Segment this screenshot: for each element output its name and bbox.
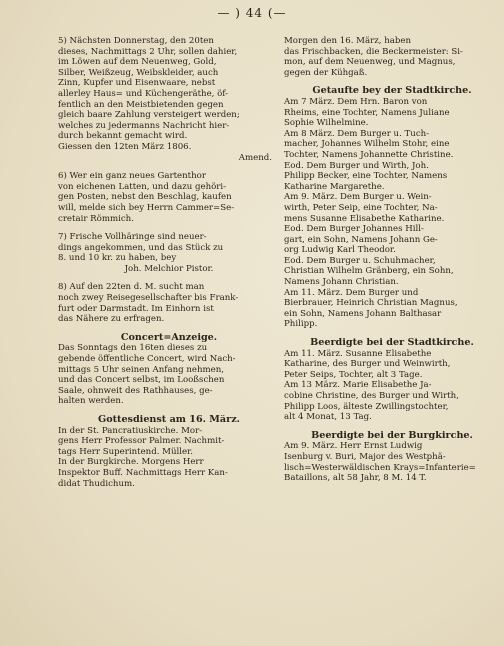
concert-line: mittags 5 Uhr seinen Anfang nehmen, [58, 364, 224, 375]
ad8-line: noch zwey Reisegesellschafter bis Frank- [58, 293, 239, 304]
ad8-line: das Nähere zu erfragen. [58, 314, 165, 325]
ad5-line: im Löwen auf dem Neuenweg, Gold, [58, 57, 217, 68]
baptized-line: Rheims, eine Tochter, Namens Juliane [284, 107, 450, 118]
buried-city-line: Katharine, des Burger und Weinwirth, [284, 359, 451, 370]
intro-line: mon, auf dem Neuenweg, und Magnus, [284, 57, 456, 68]
baptized-line: mens Susanne Elisabethe Katharine. [284, 213, 445, 224]
ad5-line: durch bekannt gemacht wird. [58, 131, 188, 142]
ad5-line: Giessen den 12ten März 1806. [58, 141, 192, 152]
baptized-line: Am 8 März. Dem Burger u. Tuch- [284, 128, 430, 139]
ad5-line: welches zu jedermanns Nachricht hier- [58, 120, 230, 131]
baptized-line: ein Sohn, Namens Johann Balthasar [284, 308, 442, 319]
ad7-signature: Joh. Melchior Pistor. [124, 263, 214, 274]
page-number: — ) 44 (— [217, 6, 287, 20]
baptized-line: Eod. Dem Burger u. Schuhmacher, [284, 255, 436, 266]
baptized-line: macher, Johannes Wilhelm Stohr, eine [284, 139, 450, 150]
ad5-line: fentlich an den Meistbietenden gegen [58, 99, 224, 110]
concert-line: Saale, ohnweit des Rathhauses, ge- [58, 385, 213, 396]
ad5-signature: Amend. [238, 152, 272, 163]
baptized-line: Christian Wilhelm Gränberg, ein Sohn, [284, 266, 454, 277]
ad6-line: will, melde sich bey Herrn Cammer=Se- [58, 202, 235, 213]
baptized-line: Katharine Margarethe. [284, 181, 385, 192]
baptized-line: Eod. Dem Burger und Wirth, Joh. [284, 160, 429, 171]
buried-castle-line: Bataillons, alt 58 Jahr, 8 M. 14 T. [284, 473, 427, 484]
buried-city-heading: Beerdigte bei der Stadtkirche. [310, 338, 474, 349]
service-heading: Gottesdienst am 16. März. [98, 415, 240, 425]
ad7-line: 7) Frische Vollhäringe sind neuer- [58, 232, 207, 243]
buried-city-line: alt 4 Monat, 13 Tag. [284, 412, 372, 423]
right-column [284, 36, 500, 492]
baptized-line: Philipp Becker, eine Tochter, Namens [284, 171, 448, 182]
baptized-line: Am 11. März. Dem Burger und [284, 287, 419, 298]
ad5-line: Zinn, Kupfer und Eisenwaare, nebst [58, 78, 216, 89]
ad6-line: von eichenen Latten, und dazu gehöri- [58, 181, 227, 192]
church-service-notice [58, 415, 280, 489]
ad6-line: cretair Römmich. [58, 213, 134, 224]
buried-city-line: Am 13 März. Marie Elisabethe Ja- [284, 380, 432, 391]
buried-castle-line: Am 9. März. Herr Ernst Ludwig [284, 441, 423, 452]
service-line: In der St. Pancratiuskirche. Mor- [58, 425, 203, 436]
baptized-line: Am 7 März. Dem Hrn. Baron von [284, 96, 428, 107]
buried-city-line: Am 11. März. Susanne Elisabethe [284, 348, 432, 359]
buried-castle-section [284, 431, 500, 484]
advertisement-8 [58, 282, 280, 324]
service-line: didat Thudichum. [58, 478, 135, 489]
advertisement-5 [58, 36, 280, 163]
buried-castle-line: Isenburg v. Buri, Major des Westphä- [284, 451, 446, 462]
baptized-line: Am 9. März. Dem Burger u. Wein- [284, 192, 432, 203]
buried-city-section [284, 338, 500, 423]
ad5-line: gleich baare Zahlung versteigert werden; [58, 110, 240, 121]
buried-city-line: cobine Christine, des Burger und Wirth, [284, 391, 459, 401]
ad8-line: 8) Auf den 22ten d. M. sucht man [58, 282, 205, 293]
concert-heading: Concert=Anzeige. [120, 332, 218, 343]
ad6-line: gen Posten, nebst den Beschlag, kaufen [58, 192, 232, 203]
ad6-line: 6) Wer ein ganz neues Gartenthor [58, 171, 206, 182]
service-line: gens Herr Professor Palmer. Nachmit- [58, 436, 225, 447]
concert-line: halten werden. [58, 396, 124, 407]
baptized-line: Tochter, Namens Johannette Christine. [284, 149, 454, 160]
baptized-line: org Ludwig Karl Theodor. [284, 245, 396, 256]
baking-notice [284, 36, 500, 78]
service-line: tags Herr Superintend. Müller. [58, 446, 193, 457]
ad7-line: dings angekommen, und das Stück zu [58, 242, 224, 253]
baptized-line: Sophie Wilhelmine. [284, 118, 369, 129]
buried-castle-line: lisch=Westerwäldischen Krays=Infanterie= [284, 462, 476, 473]
baptized-line: wirth, Peter Seip, eine Tochter, Na- [284, 202, 438, 213]
ad7-line: 8. und 10 kr. zu haben, bey [58, 253, 177, 264]
intro-line: Morgen den 16. März, haben [284, 36, 411, 46]
service-line: In der Burgkirche. Morgens Herr [58, 457, 204, 468]
baptized-line: Eod. Dem Burger Johannes Hill- [284, 224, 424, 235]
ad5-line: allerley Haus= und Küchengeräthe, öf- [58, 88, 229, 99]
ad5-line: dieses, Nachmittags 2 Uhr, sollen dahier, [58, 46, 238, 57]
advertisement-6 [58, 171, 280, 224]
intro-line: gegen der Kühgaß. [284, 67, 368, 78]
concert-line: Das Sonntags den 16ten dieses zu [58, 343, 208, 354]
concert-line: und das Concert selbst, im Looßschen [58, 375, 225, 386]
baptized-line: gart, ein Sohn, Namens Johann Ge- [284, 234, 438, 245]
baptized-line: Namens Johann Christian. [284, 277, 399, 288]
intro-line: das Frischbacken, die Beckermeister: Si- [284, 46, 463, 57]
buried-castle-heading: Beerdigte bei der Burgkirche. [311, 430, 473, 441]
service-line: Inspektor Buff. Nachmittags Herr Kan- [58, 467, 228, 478]
buried-city-line: Peter Seips, Tochter, alt 3 Tage. [284, 369, 423, 380]
baptized-section [284, 86, 500, 330]
ad5-line: Silber, Weißzeug, Weibskleider, auch [58, 67, 219, 78]
left-column [58, 36, 280, 497]
baptized-line: Bierbrauer, Heinrich Christian Magnus, [284, 298, 458, 309]
concert-notice [58, 333, 280, 407]
baptized-heading: Getaufte bey der Stadtkirche. [312, 86, 472, 97]
ad8-line: furt oder Darmstadt. Im Einhorn ist [58, 303, 214, 314]
ad5-line: 5) Nächsten Donnerstag, den 20ten [58, 36, 214, 46]
buried-city-line: Philipp Loos, älteste Zwillingstochter, [284, 401, 449, 412]
advertisement-7 [58, 232, 280, 274]
concert-line: gebende öffentliche Concert, wird Nach- [58, 354, 236, 365]
baptized-line: Philipp. [284, 319, 318, 330]
